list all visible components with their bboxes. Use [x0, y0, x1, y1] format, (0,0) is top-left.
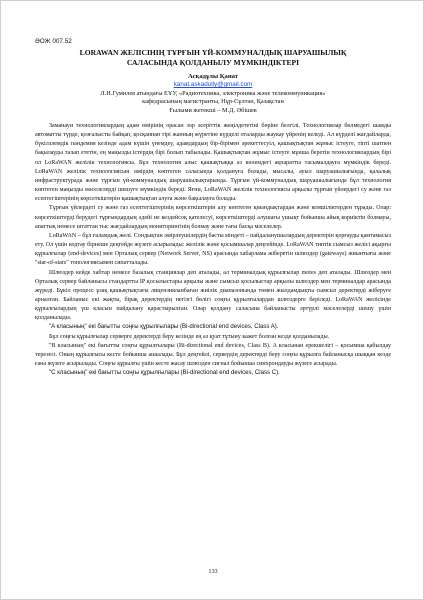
- author-email-link[interactable]: kanat.askadully@gmail.com: [173, 81, 253, 88]
- body-paragraph: Тұрғын үйлердегі су және газ есептегіштерінің көрсеткіштерін алу көптеген қиындықтардан және кемшіліктерден тұрады. Олар: көрсеткіштерді берудегі тұрғындардың әдейі не кездейсоқ қателесуі, көрсеткіштерді алушағы ушықт бойынша айық кориіктін болмауы, апаттық немесе штаттан тыс жағдайлардың мониторингінің болмау және тағы басқа мәселелер.: [35, 205, 391, 230]
- class-c-heading: "C класының" екі бағытты соңғы құрылғылары (Bi-directional end devices, Class C).: [49, 370, 280, 377]
- author-affiliation: [35, 90, 391, 107]
- title-line: LORAWAN ЖЕЛІСІНІҢ ТҰРҒЫН ҮЙ-КОММУНАЛДЫҚ ШАРУАШЫЛЫҚ: [79, 48, 347, 57]
- body-paragraph: Заманауи технологиялардың адам өмірінің орасан зор әсеріттік жеңілдететіні бөріне белгілі. Технологиялар бөлмедегі шамды автоматты түрде, қозғалысты байқап, қосқаннан тірі жанның жүретіне күрделі оталарды жаукау үйренің келеді. Ал күрделі жағдайларда, бүкілэлемдік пандемия кезінде адам күшін үнемдеу, адамдардың бір-бірімен әрекеттесуіл, қашықтықтан жұмыс істеуге, тіпті шатпен бақылауды талап ететін, ең маңызды істердің бірі болып табылады. Қашықтықтан жұмыс істеуге мұнша беретін технологиялардың бірі ол LoRaWAN желілік технологиясы. Бұл технология алыс қашықтыққа аз көлемдегі ақпаратты тасымалдауға мүмкіндік береді. LoRaWAN желілік технологиясын өмірдің көптеген саласында қолдануға болады, мысалы, ауыл шаруашылығында, қалалық инфраструктурада және тұрғын үй-коммуналдық шаруашылықтарында. Тұрғын үй-коммуналдық шаруашылығында бұл технология көптеген маңызды мәселелерді шешуге мүмкіндік береді. Яғни, LoRaWAN желілік технологиясы арқылы тұрғын үйлердегі су және газ есептегіштерінің көрсеткіштерін қашықтықтан алуға және бақылауға болады.: [35, 123, 391, 203]
- body-paragraph: LoRaWAN – бұл ғаламдық желі. Сондықтан әмірлеушілердің басты міндеті – пайдаланушылардың деректерін қорғауды қамтамасыз ету. Ол үшін кодтау бірнеше деңгейде жүзеге асырылады: желілік және қосымшалар деңгейінде. LoRaWAN типтік сымсыз желісі ақырғы құрылғылар (end-devices) мен Орталық сервер (Network Server, NS) арасында хабарлама жіберетін шлюздер (gateways) жиынтығы және "star-of-stars" топологиясымен сипатталады.: [35, 232, 391, 267]
- title-line: САЛАСЫНДА ҚОЛДАНЫЛУ МҮМКІНДІКТЕРІ: [126, 57, 300, 67]
- class-a-heading: "A класының" екі бағытты соңғы құрылғылары (Bi-directional end devices, Class A).: [49, 324, 279, 331]
- author-name: Асқадұлы Қанат: [188, 73, 238, 80]
- supervisor: Ғылыми жетекші – М.Д. Әбішев: [169, 107, 257, 114]
- class-b-paragraph: "B класының" екі бағытты соңғы құрылғылары (Bi-directional end devices, Class B). A класынан ерекшелігі – қосымша қабылдау терезесі. Оның құрылғысы кесте бойынша ашылады. Бұл деңгейлі, сервердің деректерді беру соңғы құрылға байланысқа шыққан кезде ғана жүзеге асырылады. Соңғы құрылғы үшін кесте жасау шлюзден сигнал бойынша синхрондауды жүзеге асырады.: [35, 342, 391, 368]
- affiliation-line: Л.Н.Гумилев атындағы ЕҰУ, «Радиотехника, электроника және телекоммуникация»: [100, 90, 326, 97]
- article-body: [35, 122, 391, 378]
- page-number: 133: [208, 568, 218, 575]
- body-paragraph: Шлюздер кейде хабтар немесе базалық станциялар деп аталады, ал терминалдық құрылғылар motes деп аталады. Шлюздер мен Орталық сервер байланысы стандартты IP қосылыстары арқылы және сымсыз қосылыстар арқылы шлюздер мен терминалдар арасында жүреді. Бұкіл процесс ұзақ қашықтықтағы лицензияланбаған жиілік диапазонында төмен жылдамдықты сымсыз деректерді жіберуге арналған. Байланыс екі жақты, бірақ деректердің негізгі бөлігі соңғы құрылғылардан шлюздерге беріледі. LoRaWAN желісінде құрылғылардың үш класын пайдалану қарастырылған. Олар қолдану саласына байланысты әртүрлі мәселелерді шешу үшін қолданылады.: [35, 269, 391, 322]
- udc-code: ӘОЖ 007.52: [35, 38, 72, 45]
- body-paragraph: Бұл соңғы құрылғылар серверге деректерді беру кезінде ең аз қуат тұтыну кажет болған кезде қолданылады.: [49, 333, 330, 340]
- paper-title: [35, 48, 391, 68]
- affiliation-line: кафедрасының магистранты, Нұр-Сұлтан, Қазақстан: [142, 98, 284, 106]
